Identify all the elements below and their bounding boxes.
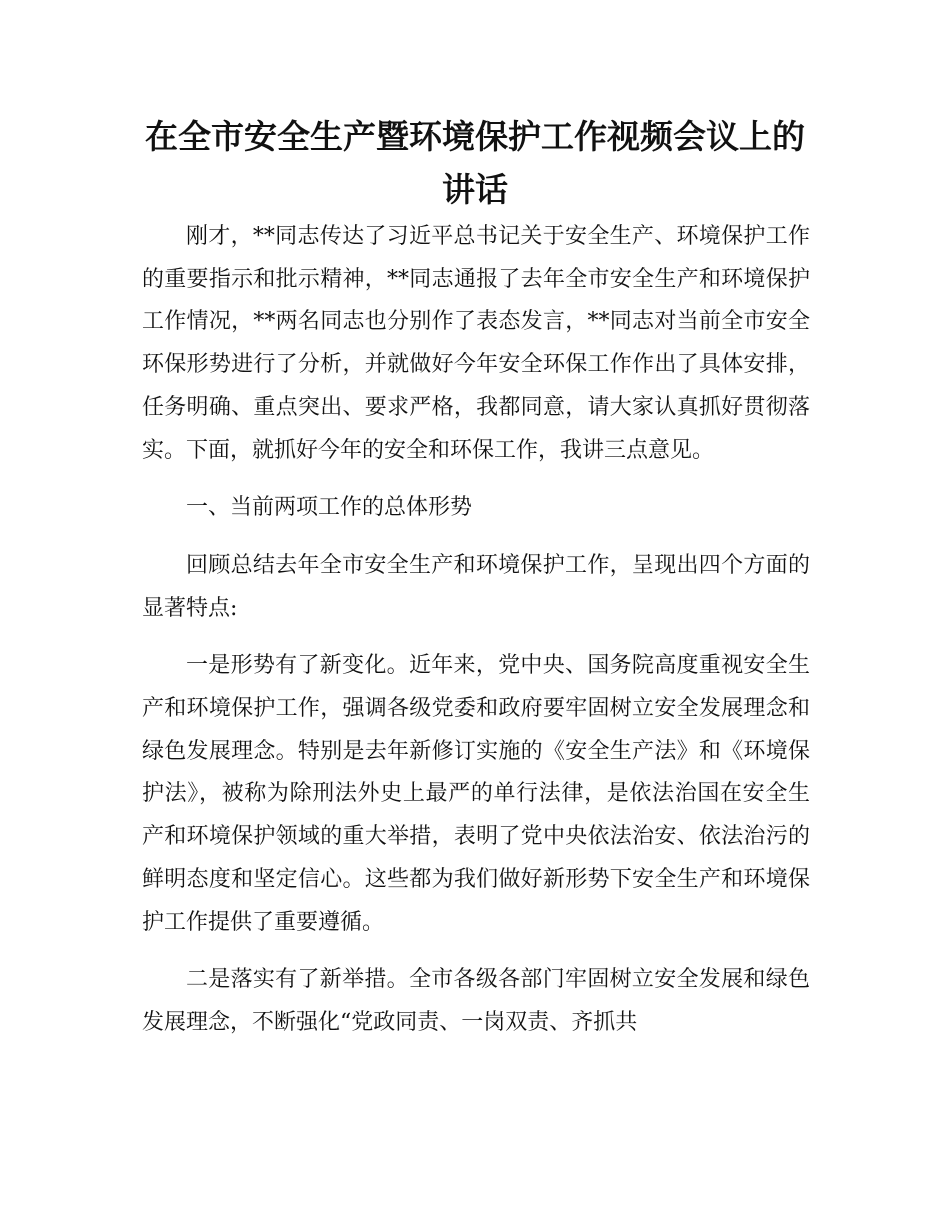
document-body bbox=[142, 216, 810, 1060]
document-title: 在全市安全生产暨环境保护工作视频会议上的讲话 bbox=[145, 117, 805, 209]
paragraph-review: 回顾总结去年全市安全生产和环境保护工作，呈现出四个方面的显著特点: bbox=[142, 552, 810, 621]
paragraph-opening: 刚才，**同志传达了习近平总书记关于安全生产、环境保护工作的重要指示和批示精神，**同志通报了去年全市安全生产和环境保护工作情况，**两名同志也分别作了表态发言，**同志对当前全市安全环保形势进行了分析，并就做好今年安全环保工作作出了具体安排，任务明确、重点突出、要求严格，我都同意，请大家认真抓好贯彻落实。下面，就抓好今年的安全和环保工作，我讲三点意见。 bbox=[142, 224, 810, 463]
paragraph-point-two: 二是落实有了新举措。全市各级各部门牢固树立安全发展和绿色发展理念，不断强化“党政同责、一岗双责、齐抓共 bbox=[142, 967, 810, 1035]
paragraph-point-one: 一是形势有了新变化。近年来，党中央、国务院高度重视安全生产和环境保护工作，强调各级党委和政府要牢固树立安全发展理念和绿色发展理念。特别是去年新修订实施的《安全生产法》和《环境保护法》，被称为除刑法外史上最严的单行法律，是依法治国在安全生产和环境保护领域的重大举措，表明了党中央依法治安、依法治污的鲜明态度和坚定信心。这些都为我们做好新形势下安全生产和环境保护工作提供了重要遵循。 bbox=[142, 653, 810, 935]
section-heading: 一、当前两项工作的总体形势 bbox=[186, 495, 473, 521]
